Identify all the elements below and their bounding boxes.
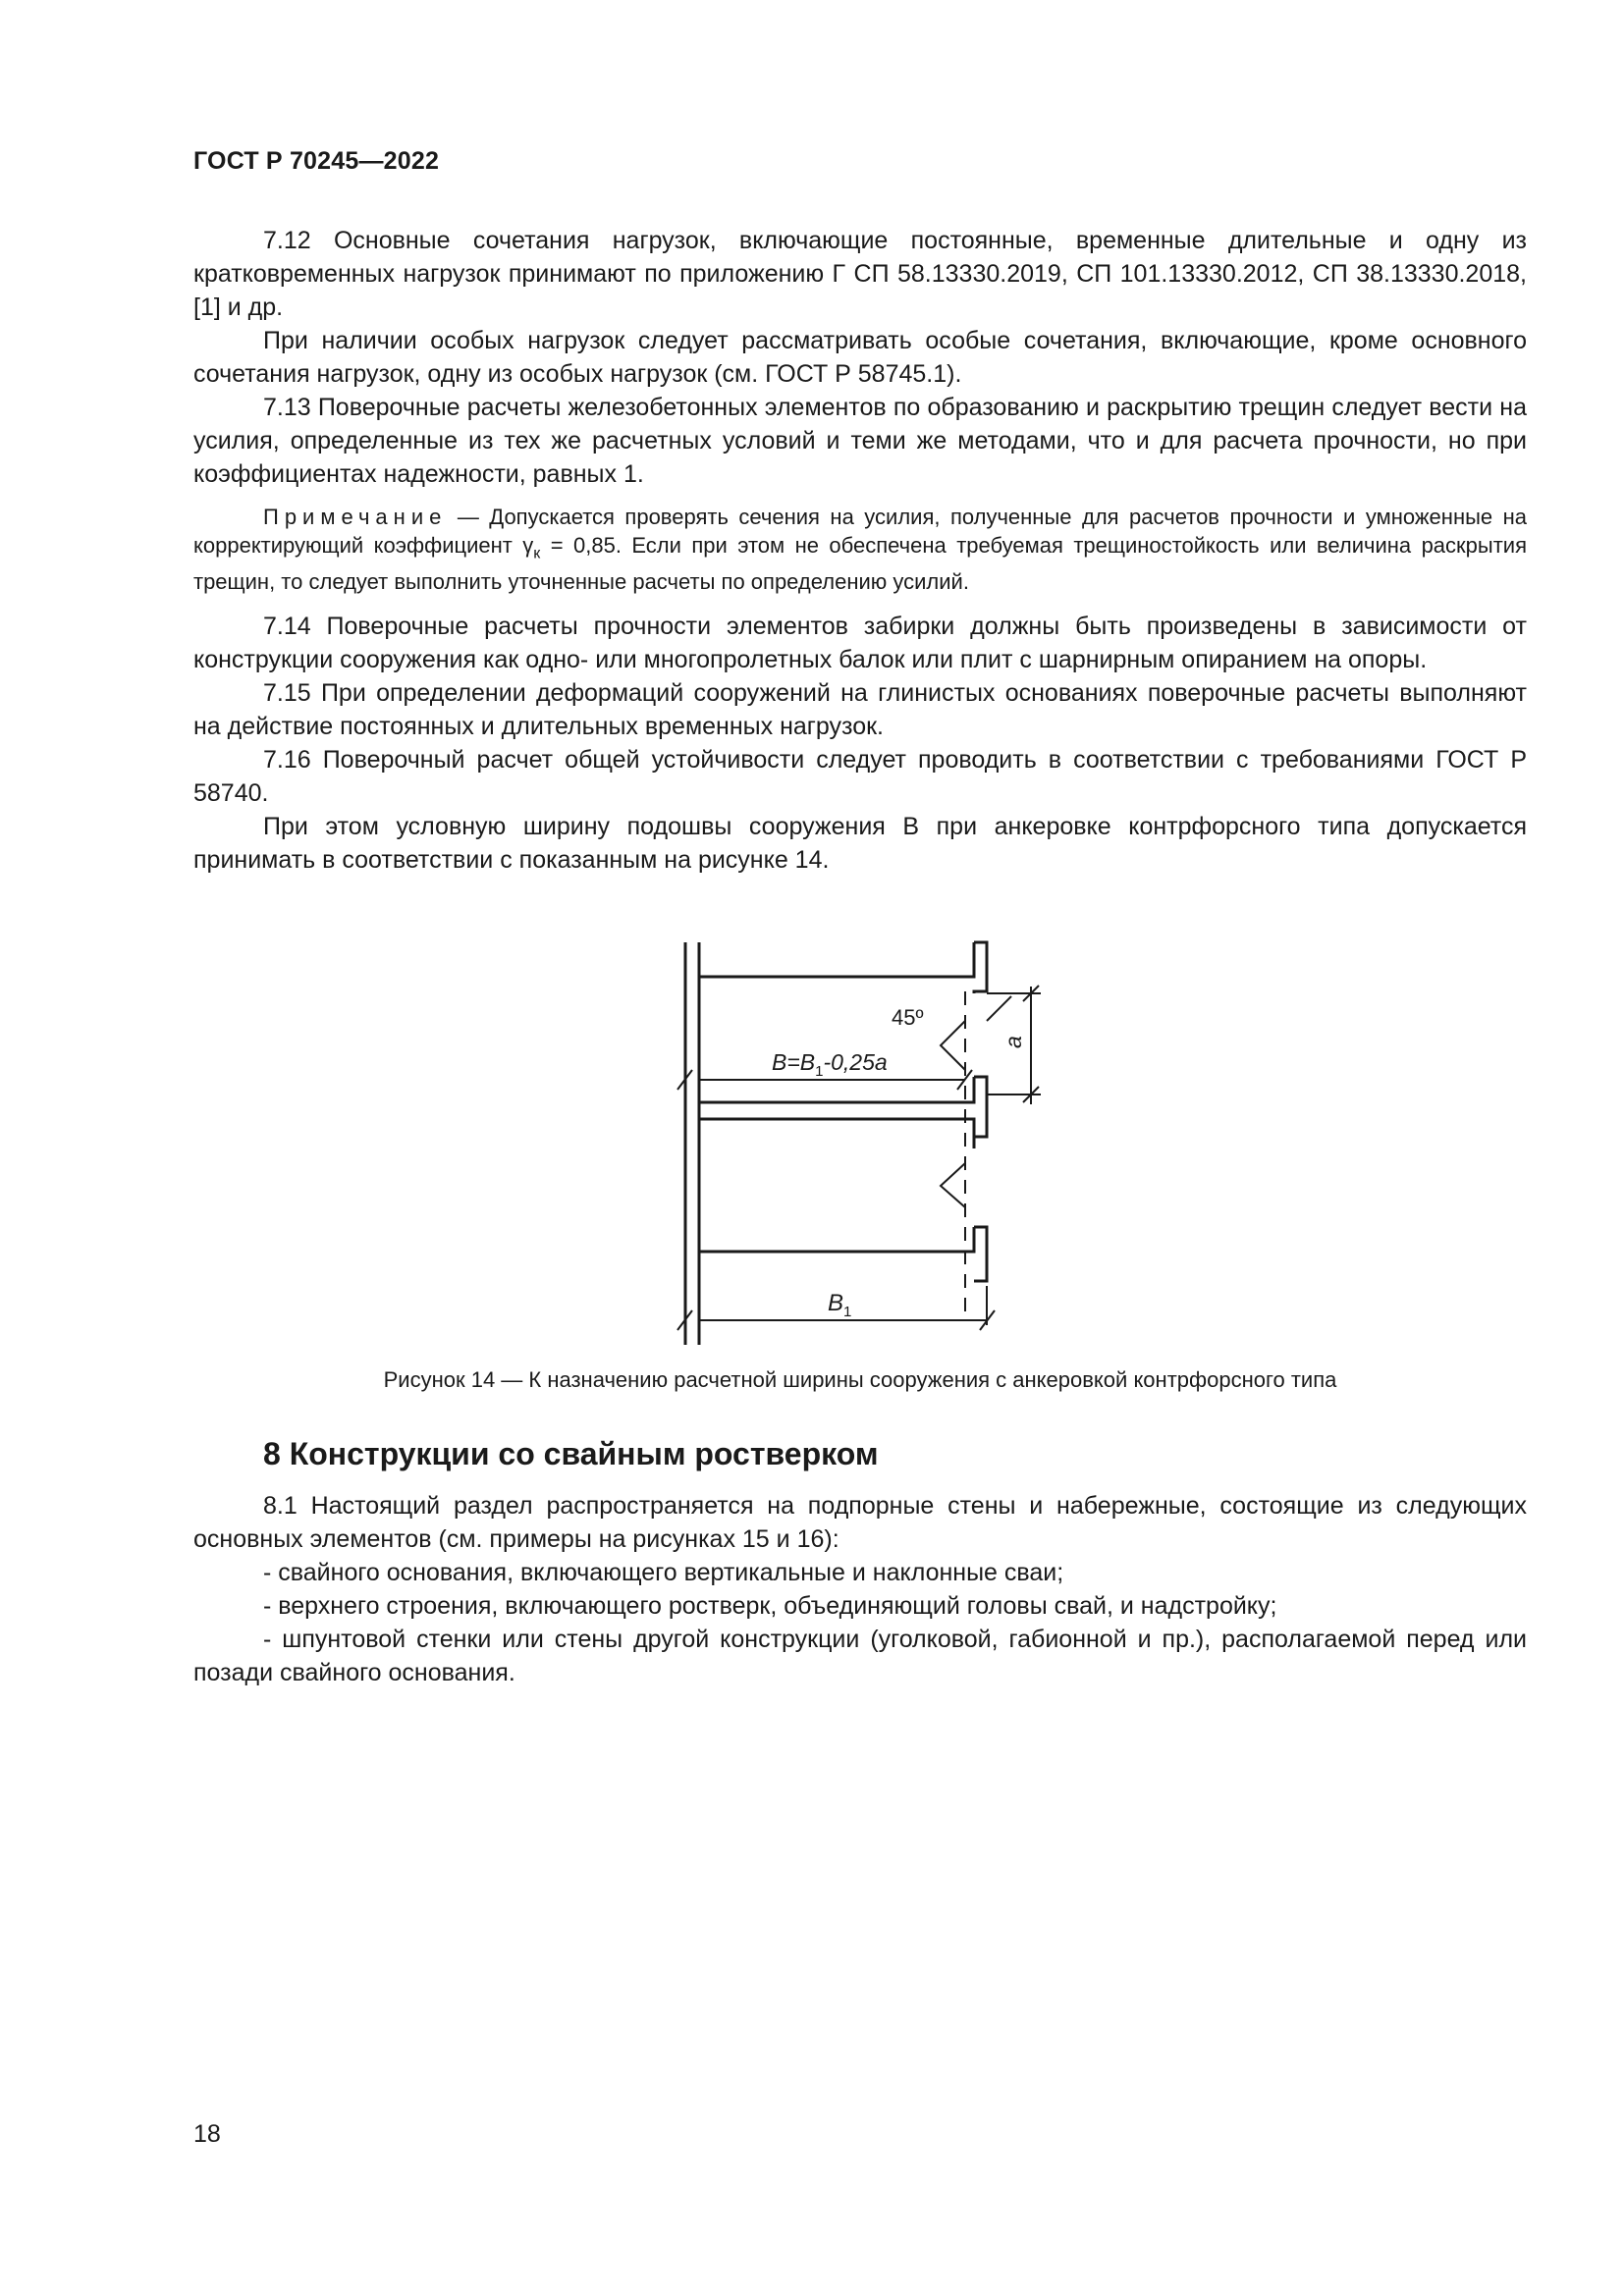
list-item-sheet-pile-wall: - шпунтовой стенки или стены другой конструкции (уголковой, габионной и пр.), располагаемой перед или позади свайного основания. <box>193 1626 1527 1686</box>
paragraph-7-13: 7.13 Поверочные расчеты железобетонных элементов по образованию и раскрытию трещин следует вести на усилия, определенные из тех же расчетных условий и теми же методами, что и для расчета прочности, но при коэффициентах надежности, равных 1. <box>193 394 1527 488</box>
body-text-top <box>193 224 1527 877</box>
structure-lines <box>685 942 987 1345</box>
formula-sub: 1 <box>815 1063 824 1080</box>
slab-2-bottom <box>699 1227 974 1252</box>
body-text-section-8 <box>193 1489 1527 1689</box>
angle-label: 45º <box>892 1005 924 1030</box>
slab-2-top <box>699 1119 974 1148</box>
note-label: Примечание <box>263 505 448 529</box>
paragraph-7-15: 7.15 При определении деформаций сооружений на глинистых основаниях поверочные расчеты выполняют на действие постоянных и длительных временных нагрузок. <box>193 679 1527 741</box>
dim-b1-label <box>828 1290 851 1320</box>
paragraph-7-12: 7.12 Основные сочетания нагрузок, включающие постоянные, временные длительные и одну из кратковременных нагрузок принимают по приложению Г СП 58.13330.2019, СП 101.13330.2012, СП 38.13330.2018, [1] и др. <box>193 227 1527 321</box>
formula-prefix: B=B <box>772 1049 816 1075</box>
formula-label <box>772 1049 888 1080</box>
note-block <box>193 503 1527 596</box>
dim-a-label: a <box>1001 1036 1026 1048</box>
cone-1 <box>941 1021 965 1070</box>
cone-2 <box>941 1163 965 1207</box>
note-text-after: = 0,85. Если при этом не обеспечена требуемая трещиностойкость или величина раскрытия трещин, то следует выполнить уточненные расчеты по определению усилий. <box>193 533 1527 595</box>
paragraph-special-loads: При наличии особых нагрузок следует рассматривать особые сочетания, включающие, кроме основного сочетания нагрузок, одну из особых нагрузок (см. ГОСТ Р 58745.1). <box>193 327 1527 388</box>
list-item-pile-foundation: - свайного основания, включающего вертикальные и наклонные сваи; <box>263 1559 1064 1586</box>
paragraph-7-14: 7.14 Поверочные расчеты прочности элементов забирки должны быть произведены в зависимости от конструкции сооружения как одно- или многопролетных балок или плит с шарнирным опиранием на опоры. <box>193 613 1527 674</box>
angle-arc <box>987 996 1011 1021</box>
paragraph-8-1: 8.1 Настоящий раздел распространяется на подпорные стены и набережные, состоящие из следующих основных элементов (см. примеры на рисунках 15 и 16): <box>193 1492 1527 1553</box>
paragraph-width-b: При этом условную ширину подошвы сооружения В при анкеровке контрфорсного типа допускается принимать в соответствии с показанным на рисунке 14. <box>193 813 1527 875</box>
list-item-superstructure: - верхнего строения, включающего ростверк, объединяющий головы свай, и надстройку; <box>263 1592 1277 1620</box>
anchor-plate-3 <box>974 1227 987 1281</box>
note-subscript: к <box>533 545 541 562</box>
figure-14-drawing <box>638 933 1051 1345</box>
dim-b1-main: B <box>828 1290 844 1316</box>
paragraph-7-16: 7.16 Поверочный расчет общей устойчивости следует проводить в соответствии с требованиями ГОСТ Р 58740. <box>193 746 1527 808</box>
page-number: 18 <box>193 2120 221 2148</box>
section-8-title: 8 Конструкции со свайным ростверком <box>263 1436 879 1471</box>
anchor-plate-1 <box>974 942 987 993</box>
slab-1-top <box>699 942 974 977</box>
dim-b1-sub: 1 <box>843 1304 852 1320</box>
note-text-before: — Допускается проверять сечения на усилия, полученные для расчетов прочности и умноженные на корректирующий коэффициент γ <box>193 505 1527 558</box>
anchor-plate-2 <box>974 1077 987 1137</box>
figure-caption: Рисунок 14 — К назначению расчетной ширины сооружения с анкеровкой контрфорсного типа <box>383 1367 1337 1392</box>
formula-suffix: -0,25a <box>823 1049 888 1075</box>
document-header: ГОСТ Р 70245—2022 <box>193 147 440 175</box>
